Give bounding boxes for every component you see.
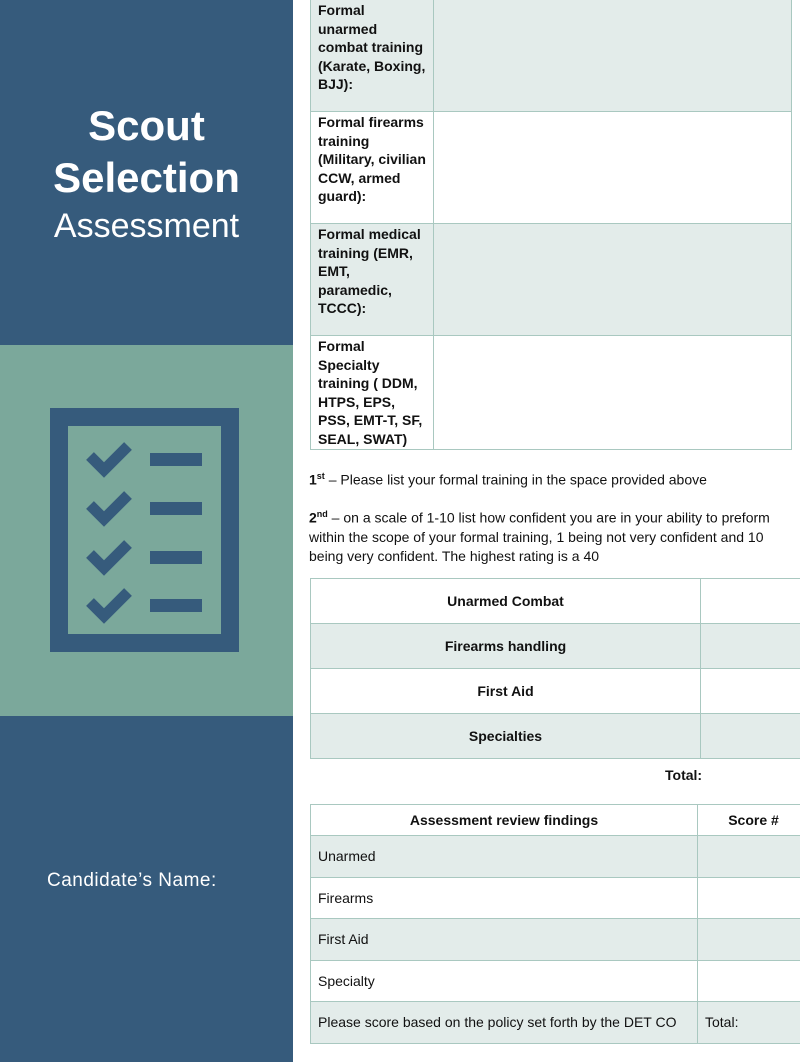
training-label: Formal medical training (EMR, EMT, paramedic, TCCC): xyxy=(311,224,434,336)
page-title xyxy=(0,100,293,248)
rating-input[interactable] xyxy=(701,579,800,624)
score-input[interactable] xyxy=(698,836,800,878)
instruction-1 xyxy=(309,467,794,490)
score-input[interactable] xyxy=(698,919,800,961)
rating-input[interactable] xyxy=(701,669,800,714)
step-number: 1 xyxy=(309,471,317,488)
candidate-name-label: Candidate’s Name: xyxy=(47,870,217,891)
rating-label: Specialties xyxy=(311,714,701,759)
title-line-1: Scout xyxy=(88,102,205,149)
sidebar xyxy=(0,0,293,1062)
training-input[interactable] xyxy=(434,0,792,112)
table-row xyxy=(311,1002,800,1044)
instruction-2 xyxy=(309,505,794,566)
step-text: – Please list your formal training in the space provided above xyxy=(324,471,707,488)
rating-input[interactable] xyxy=(701,714,800,759)
table-row xyxy=(311,919,800,961)
training-input[interactable] xyxy=(434,224,792,336)
review-label: Specialty xyxy=(311,960,698,1002)
training-input[interactable] xyxy=(434,336,792,450)
table-row xyxy=(311,877,800,919)
table-header xyxy=(311,805,800,836)
score-input[interactable] xyxy=(698,960,800,1002)
training-label: Formal Specialty training ( DDM, HTPS, EPS, PSS, EMT-T, SF, SEAL, SWAT) xyxy=(311,336,434,450)
title-line-2: Selection xyxy=(53,154,240,201)
footer-note: Please score based on the policy set forth by the DET CO xyxy=(311,1002,698,1044)
header-score: Score # xyxy=(698,805,800,836)
training-label: Formal firearms training (Military, civilian CCW, armed guard): xyxy=(311,112,434,224)
step-text: – on a scale of 1-10 list how confident you are in your ability to preform within the scope of your formal training, 1 being not very confident and 10 being very confident. The highest rating is a 40 xyxy=(309,509,770,564)
confidence-rating-table xyxy=(310,578,800,759)
review-table xyxy=(310,804,800,1044)
rating-label: Unarmed Combat xyxy=(311,579,701,624)
review-label: Firearms xyxy=(311,877,698,919)
title-line-3: Assessment xyxy=(53,207,240,245)
step-suffix: st xyxy=(316,471,325,481)
table-row xyxy=(311,669,800,714)
score-input[interactable] xyxy=(698,877,800,919)
rating-label: First Aid xyxy=(311,669,701,714)
table-row xyxy=(311,579,800,624)
review-label: Unarmed xyxy=(311,836,698,878)
table-row xyxy=(311,112,792,224)
table-row xyxy=(311,0,792,112)
header-findings: Assessment review findings xyxy=(311,805,698,836)
table-row xyxy=(311,336,792,450)
table-row xyxy=(311,836,800,878)
training-label: Formal unarmed combat training (Karate, Boxing, BJJ): xyxy=(311,0,434,112)
table-row xyxy=(311,714,800,759)
table-row xyxy=(311,224,792,336)
review-label: First Aid xyxy=(311,919,698,961)
step-suffix: nd xyxy=(316,509,328,519)
training-table xyxy=(310,0,792,450)
table-row xyxy=(311,624,800,669)
footer-total: Total: xyxy=(698,1002,800,1044)
rating-input[interactable] xyxy=(701,624,800,669)
ratings-total-label: Total: xyxy=(665,767,703,783)
step-number: 2 xyxy=(309,509,317,526)
rating-label: Firearms handling xyxy=(311,624,701,669)
training-input[interactable] xyxy=(434,112,792,224)
checklist-icon xyxy=(50,408,240,653)
table-row xyxy=(311,960,800,1002)
